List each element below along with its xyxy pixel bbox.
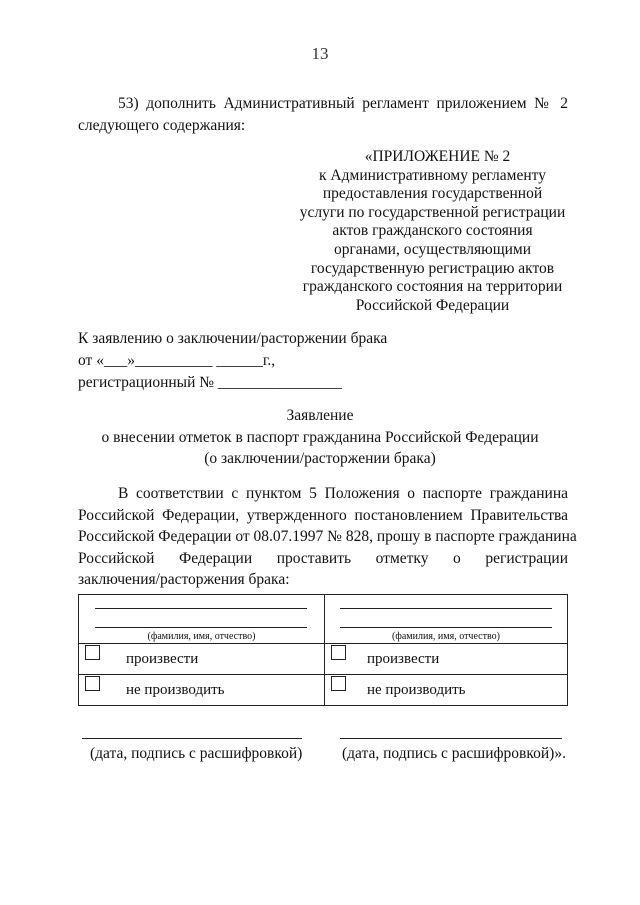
marks-form-table [78,594,568,706]
document-title [0,405,640,470]
item-53-paragraph [78,93,568,137]
body-line: Российской Федерации от 08.07.1997 № 828, прошу в паспорте гражданина [78,528,577,545]
option-do-not-right[interactable] [325,675,568,706]
body-line: В соответствии с пунктом 5 Положения о паспорте гражданина [118,485,568,502]
appendix-line: органами, осуществляющими [333,240,532,258]
option-do-label-left: произвести [126,651,199,667]
body-line: заключения/расторжения брака: [78,571,290,588]
request-paragraph [78,483,577,591]
reference-registration-number: регистрационный № ________________ [78,374,342,391]
appendix-header-block [290,148,575,315]
checkbox-do-right[interactable] [331,645,346,660]
option-do-right[interactable] [325,644,568,675]
signature-line-left[interactable] [82,738,302,739]
application-reference [78,328,387,394]
appendix-line: Российской Федерации [355,296,510,314]
name-caption-left: (фамилия, имя, отчество) [147,631,256,642]
name-cell-left[interactable] [79,595,325,644]
appendix-heading: «ПРИЛОЖЕНИЕ № 2 [364,148,511,165]
signature-line-right[interactable] [340,738,562,739]
signature-caption-right: (дата, подпись с расшифровкой)». [342,745,566,762]
item-53-line-1: 53) дополнить Административный регламент приложением № 2 [118,95,568,112]
appendix-line: предоставления государственной [322,185,543,203]
name-line-left-1 [95,608,307,609]
option-do-not-left[interactable] [79,675,325,706]
appendix-line: гражданского состояния на территории [302,278,563,296]
checkbox-do-left[interactable] [85,645,100,660]
reference-date-line: от «___»__________ ______г., [78,352,276,369]
name-line-right-1 [340,608,552,609]
appendix-line: услуги по государственной регистрации [299,203,566,221]
title-line-2: о внесении отметок в паспорт гражданина Российской Федерации [101,428,539,446]
option-do-left[interactable] [79,644,325,675]
appendix-line: государственную регистрацию актов [310,259,555,277]
name-line-left-2 [95,627,307,628]
name-cell-right[interactable] [325,595,568,644]
page-number: 13 [311,44,329,63]
title-line-1: Заявление [286,407,354,424]
option-do-not-label-left: не производить [126,682,225,698]
name-line-right-2 [340,627,552,628]
title-line-3: (о заключении/расторжении брака) [204,450,436,467]
appendix-line: актов гражданского состояния [332,222,533,240]
body-line: Российской Федерации, утвержденного постановлением Правительства [78,506,568,524]
checkbox-do-not-left[interactable] [85,676,100,691]
reference-line-1: К заявлению о заключении/расторжении брака [78,330,388,347]
option-do-label-right: произвести [367,651,440,667]
name-caption-right: (фамилия, имя, отчество) [392,631,500,642]
option-do-not-label-right: не производить [367,682,466,698]
body-line: Российской Федерации проставить отметку о регистрации [78,549,568,567]
checkbox-do-not-right[interactable] [331,676,346,691]
signature-caption-left: (дата, подпись с расшифровкой) [90,745,303,762]
appendix-line: к Административному регламенту [319,166,546,184]
item-53-line-2: следующего содержания: [78,117,246,134]
